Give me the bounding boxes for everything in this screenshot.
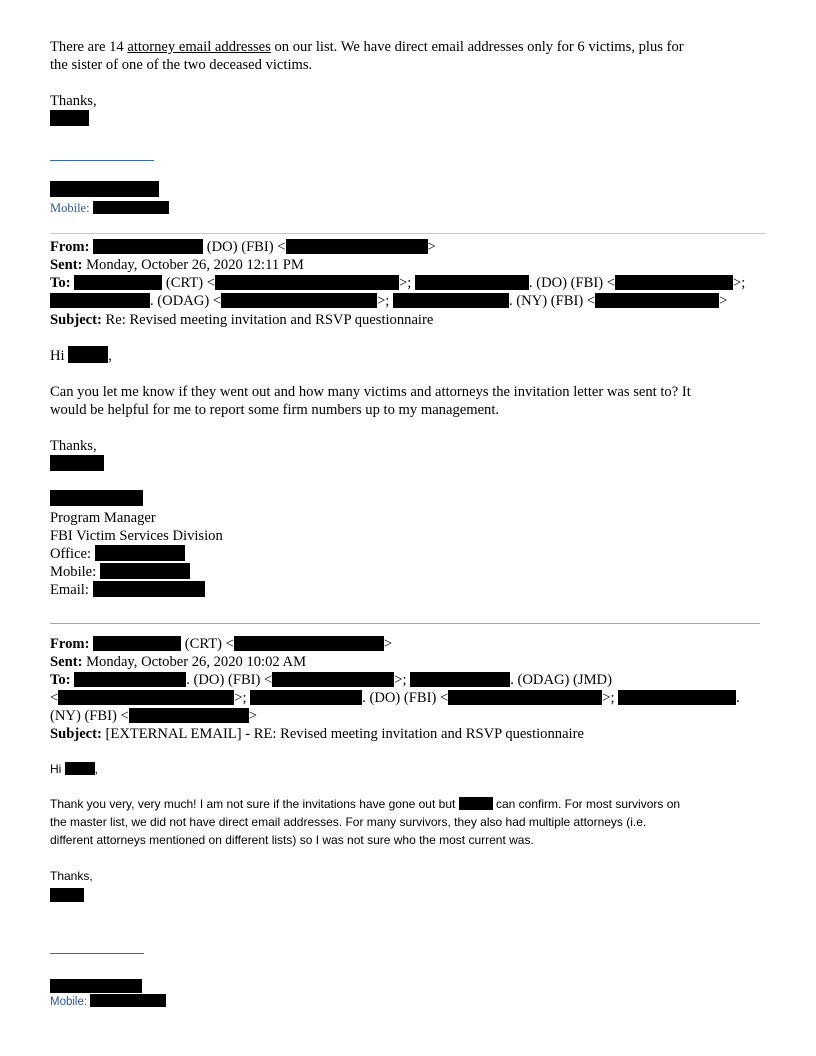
email2-greeting: Hi , — [50, 762, 99, 776]
email1-thanks: Thanks, — [50, 438, 97, 454]
email1-to-line2: . (ODAG) < >; . (NY) (FBI) < > — [50, 292, 727, 310]
sig-division: FBI Victim Services Division — [50, 528, 223, 544]
sig-title: Program Manager — [50, 510, 156, 526]
email2-body-line2: the master list, we did not have direct email addresses. For many survivors, they also had multiple attorneys (i.e. — [50, 815, 647, 829]
intro-paragraph-line2: the sister of one of the two deceased victims. — [50, 57, 313, 73]
attorney-email-link[interactable]: attorney email addresses — [127, 39, 271, 55]
email1-greeting: Hi , — [50, 348, 112, 364]
email-separator — [50, 233, 766, 234]
redacted-sender-name — [50, 977, 142, 995]
email1-body-line1: Can you let me know if they went out and how many victims and attorneys the invitation letter was sent to? It — [50, 384, 691, 400]
email2-thanks: Thanks, — [50, 869, 93, 883]
sig-office: Office: — [50, 545, 185, 563]
email2-subject: Subject: [EXTERNAL EMAIL] - RE: Revised meeting invitation and RSVP questionnaire — [50, 726, 584, 742]
redacted-signoff — [50, 110, 89, 128]
email2-to-line2: < >; . (DO) (FBI) < >; . — [50, 690, 740, 706]
sig-email: Email: — [50, 581, 205, 599]
email2-from: From: (CRT) < > — [50, 636, 393, 652]
signature-divider — [50, 160, 154, 161]
redacted-mobile — [93, 201, 169, 214]
sig-mobile: Mobile: — [50, 563, 190, 581]
mobile-line: Mobile: — [50, 994, 166, 1010]
intro-paragraph: There are 14 attorney email addresses on our list. We have direct email addresses only for 6 victims, plus for — [50, 39, 684, 55]
email1-from: From: (DO) (FBI) < > — [50, 239, 436, 255]
email2-sent: Sent: Monday, October 26, 2020 10:02 AM — [50, 654, 307, 670]
email1-body-line2: would be helpful for me to report some firm numbers up to my management. — [50, 402, 500, 418]
redacted-signoff — [50, 455, 104, 473]
redacted-sender-name — [50, 181, 159, 199]
signature-divider — [50, 953, 144, 954]
mobile-line: Mobile: — [50, 199, 169, 217]
email1-subject: Subject: Re: Revised meeting invitation and RSVP questionnaire — [50, 312, 434, 328]
email-separator — [50, 623, 760, 624]
redacted-sig-name — [50, 490, 143, 508]
thanks-text: Thanks, — [50, 93, 97, 109]
email1-sent: Sent: Monday, October 26, 2020 12:11 PM — [50, 257, 304, 273]
email1-to: To: (CRT) < >; . (DO) (FBI) < >; — [50, 275, 746, 291]
email2-body-line3: different attorneys mentioned on different lists) so I was not sure who the most current was. — [50, 833, 534, 847]
email2-to-line3: (NY) (FBI) < > — [50, 708, 257, 724]
redacted-signoff — [50, 886, 84, 904]
redacted-mobile — [90, 994, 166, 1007]
email2-body-line1: Thank you very, very much! I am not sure if the invitations have gone out but can confirm. For most survivors on — [50, 797, 681, 811]
email2-to: To: . (DO) (FBI) < >; . (ODAG) (JMD) — [50, 672, 612, 688]
